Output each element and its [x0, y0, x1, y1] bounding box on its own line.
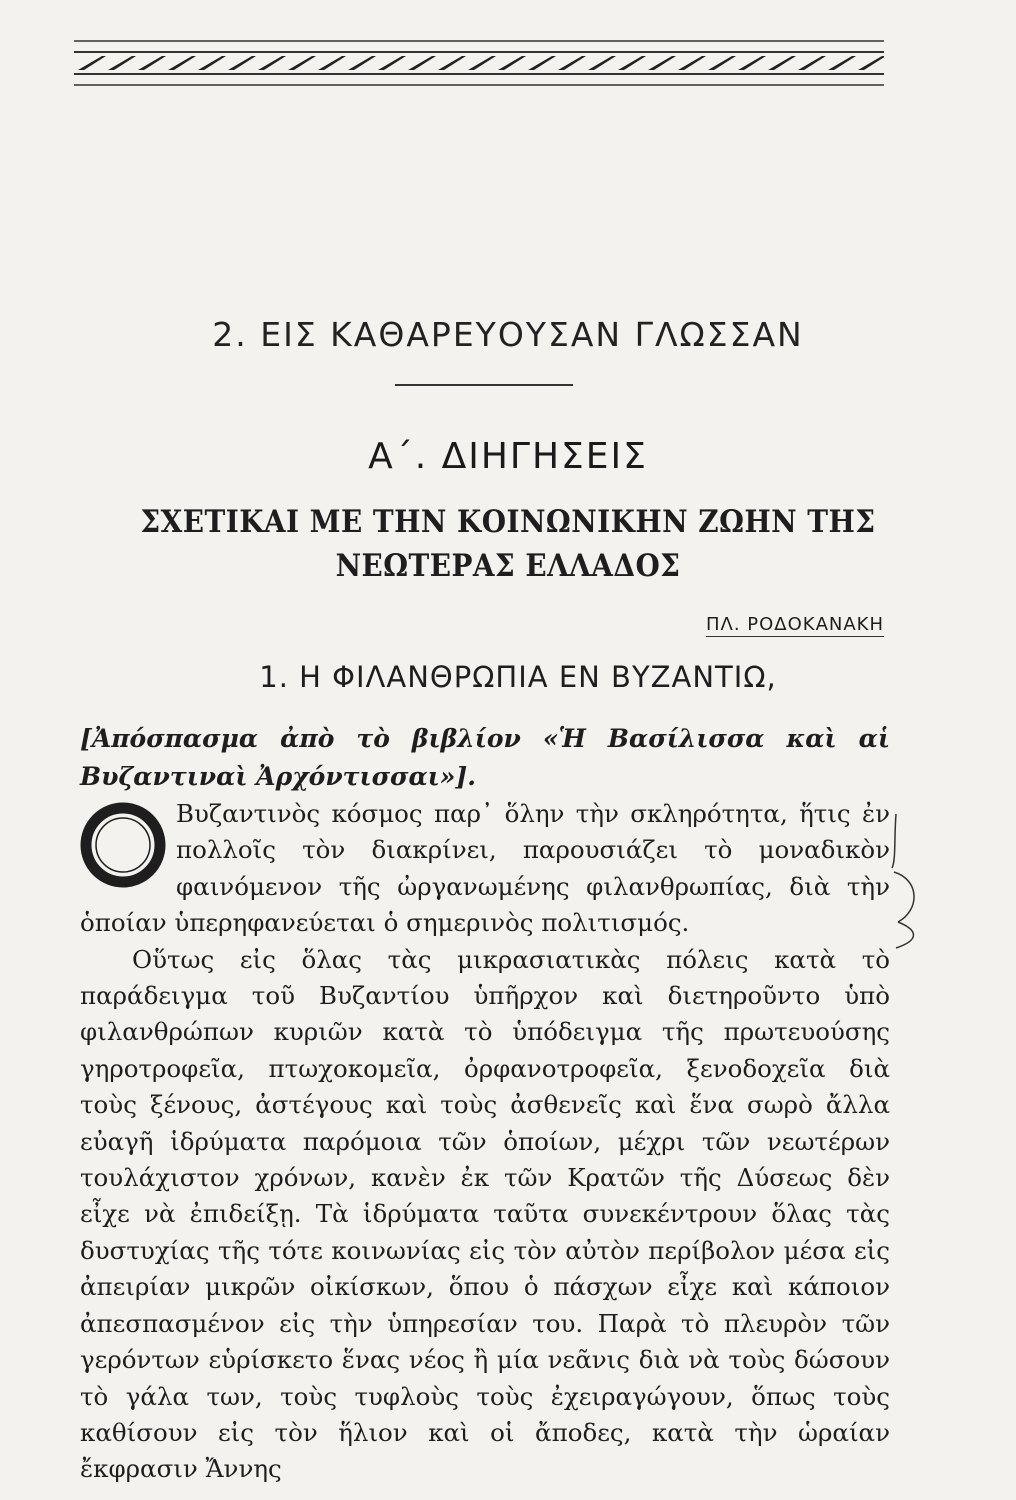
band-ornament: [558, 56, 586, 70]
band-ornament: [588, 56, 616, 70]
band-ornament: [768, 56, 796, 70]
paragraph: [80, 942, 890, 1488]
band-ornament: [618, 56, 646, 70]
band-ornament: [318, 56, 346, 70]
paragraph: [80, 796, 890, 942]
band-ornament: [738, 56, 766, 70]
band-ornament: [468, 56, 496, 70]
band-ornament: [108, 56, 136, 70]
body-text: [80, 796, 890, 1488]
decorative-header-band: [74, 38, 884, 88]
band-ornament: [168, 56, 196, 70]
band-ornament: [258, 56, 286, 70]
drop-cap-omicron: [80, 802, 166, 888]
part-title: 2. ΕΙΣ ΚΑΘΑΡΕΥΟΥΣΑΝ ΓΛΩΣΣΑΝ: [212, 315, 804, 354]
band-ornament: [678, 56, 706, 70]
band-ornament: [858, 56, 884, 70]
band-ornament: [708, 56, 736, 70]
band-ornament: [228, 56, 256, 70]
band-ornament: [408, 56, 436, 70]
band-ornament: [198, 56, 226, 70]
band-ornament: [528, 56, 556, 70]
author-name: ΠΛ. ΡΟΔΟΚΑΝΑΚΗ: [705, 614, 884, 635]
paragraph-2-text: Οὕτως εἰς ὅλας τὰς μικρασιατικὰς πόλεις κατὰ τὸ παράδειγμα τοῦ Βυζαντίου ὑπῆρχον καὶ διετηροῦντο ὑπὸ φιλανθρώπων κυριῶν κατὰ τὸ ὑπόδειγμα τῆς πρωτευούσης γηροτροφεῖα, πτωχοκομεῖα, ὀρφανοτροφεῖα, ξενοδοχεῖα διὰ τοὺς ξένους, ἀστέγους καὶ τοὺς ἀσθενεῖς καὶ ἕνα σωρὸ ἄλλα εὐαγῆ ἱδρύματα παρόμοια τῶν ὁποίων, μέχρι τῶν νεωτέρων τουλάχιστον χρόνων, κανὲν ἐκ τῶν Κρατῶν τῆς Δύσεως δὲν εἶχε νὰ ἐπιδείξῃ. Τὰ ἱδρύματα ταῦτα συνεκέντρουν ὅλας τὰς δυστυχίας τῆς τότε κοινωνίας εἰς τὸν αὐτὸν περίβολον μέσα εἰς ἀπειρίαν μικρῶν οἰκίσκων, ὅπου ὁ πάσχων εἶχε καὶ κάποιον ἀπεσπασμένον εἰς τὴν ὑπηρεσίαν του. Παρὰ τὸ πλευρὸν τῶν γερόντων εὑρίσκετο ἕνας νέος ἢ μία νεᾶνις διὰ νὰ τοὺς δώσουν τὸ γάλα των, τοὺς τυφλοὺς τοὺς ἐχειραγώγουν, ὅπως τοὺς καθίσουν εἰς τὸν ἥλιον καὶ οἱ ἄποδες, κατὰ τὴν ὡραίαν ἔκφρασιν Ἄννης: [80, 944, 890, 1484]
section-title: Α΄. ΔΙΗΓΗΣΕΙΣ: [368, 436, 648, 477]
band-ornament: [348, 56, 376, 70]
band-ornament: [378, 56, 406, 70]
section-subtitle: ΣΧΕΤΙΚΑΙ ΜΕ ΤΗΝ ΚΟΙΝΩΝΙΚΗΝ ΖΩΗΝ ΤΗΣ ΝΕΩΤΕΡΑΣ ΕΛΛΑΔΟΣ: [140, 504, 876, 584]
band-ornament: [78, 56, 106, 70]
band-ornament: [798, 56, 826, 70]
band-ornament: [138, 56, 166, 70]
story-title: 1. Η ΦΙΛΑΝΘΡΩΠΙΑ ΕΝ ΒΥΖΑΝΤΙΩ,: [259, 660, 777, 694]
band-ornament: [498, 56, 526, 70]
title-divider: [395, 384, 573, 386]
svg-text:Ο: Ο: [122, 852, 124, 853]
band-ornament: [828, 56, 856, 70]
source-note: [Ἀπόσπασμα ἀπὸ τὸ βιβλίον «Ἡ Βασίλισσα καὶ αἱ Βυζαντιναὶ Ἀρχόντισσαι»].: [80, 724, 890, 791]
band-ornament: [288, 56, 316, 70]
band-ornament: [648, 56, 676, 70]
handwritten-margin-bracket: [890, 810, 930, 950]
band-ornament: [438, 56, 466, 70]
paragraph-1-text: Βυζαντινὸς κόσμος παρ᾽ ὅλην τὴν σκληρότητα, ἥτις ἐν πολλοῖς τὸν διακρίνει, παρουσιάζει τὸ μοναδικὸν φαινόμενον τῆς ὠργανωμένης φιλανθρωπίας, διὰ τὴν ὁποίαν ὑπερηφανεύεται ὁ σημερινὸς πολιτισμός.: [80, 799, 890, 938]
